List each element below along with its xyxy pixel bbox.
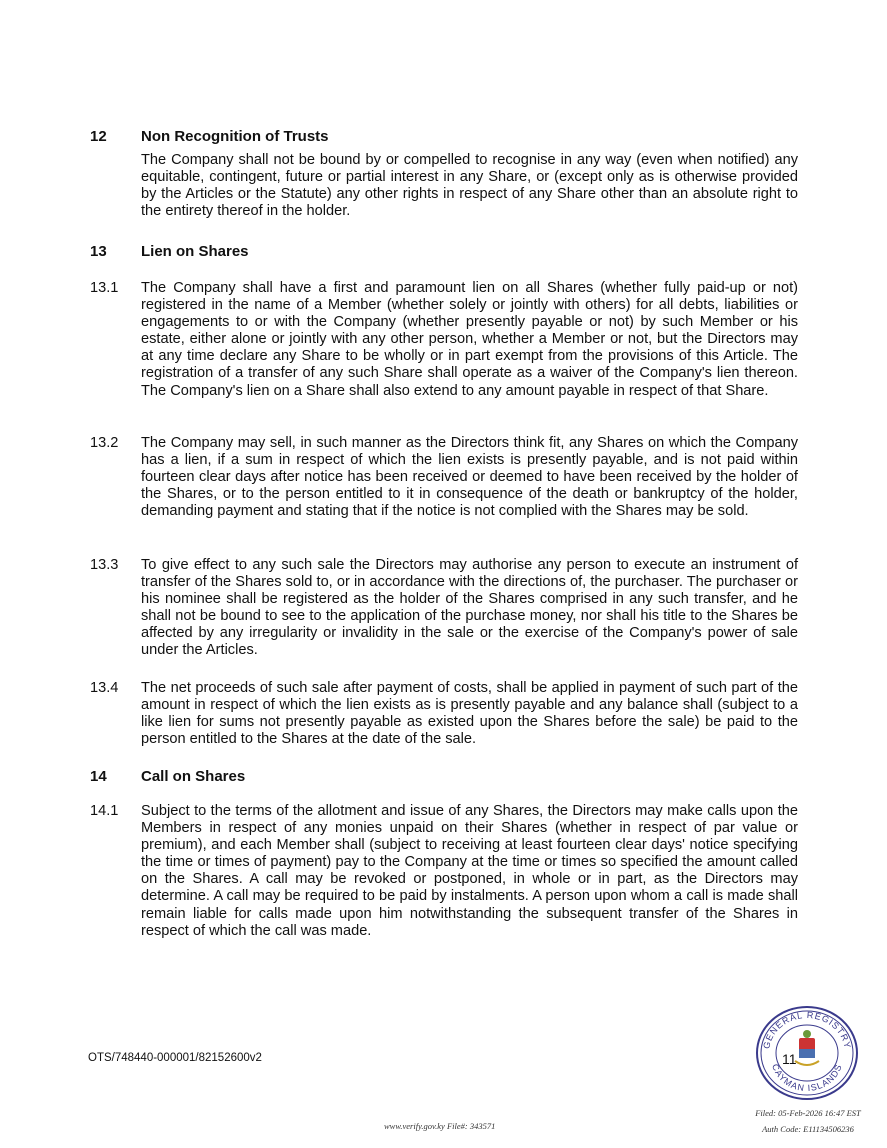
clause-13-4 [90,680,798,748]
filed-date: Filed: 05-Feb-2026 16:47 EST [755,1108,861,1118]
section-title: Call on Shares [141,768,246,785]
section-12-heading [90,128,798,145]
clause-number: 13.3 [90,557,119,573]
clause-text: The Company shall have a first and paramount lien on all Shares (whether fully paid-up or not) registered in the name of a Member (whether solely or jointly with others) for all debts, liabilities or engagements to or with the Company (whether presently payable or not) by such Member or his estate, either alone or jointly with any other person, whether a Member or not, but the Directors may at any time declare any Share to be wholly or in part exempt from the provisions of this Article. The registration of a transfer of any such Share shall operate as a waiver of the Company's lien thereon. The Company's lien on a Share shall also extend to any amount payable in respect of that Share. [141,280,798,399]
clause-number: 13.4 [90,680,119,696]
clause-text: Subject to the terms of the allotment and issue of any Shares, the Directors may make calls upon the Members in respect of any monies unpaid on their Shares (whether in respect of par value or premium), and each Member shall (subject to receiving at least fourteen clear days' notice specifying the time or times of payment) pay to the Company at the time or times so specified the amount called on the Shares. A call may be revoked or postponed, in whole or in part, as the Directors may determine. A call may be required to be paid by instalments. A person upon whom a call is made shall remain liable for calls made upon him notwithstanding the subsequent transfer of the Shares in respect of which the call was made. [141,803,798,939]
section-title: Lien on Shares [141,243,249,260]
general-registry-seal [755,1005,859,1101]
svg-text:GENERAL REGISTRY: GENERAL REGISTRY [761,1009,853,1050]
clause-text: The net proceeds of such sale after payment of costs, shall be applied in payment of such part of the amount in respect of which the lien exists as is presently payable and any balance shall (subject to a like lien for sums not presently payable as existed upon the Shares before the sale) be paid to the person entitled to the Shares at the date of the sale. [141,680,798,748]
verify-link: www.verify.gov.ky File#: 343571 [384,1121,496,1131]
auth-code: Auth Code: E11134506236 [762,1124,854,1134]
paragraph-text: The Company shall not be bound by or compelled to recognise in any way (even when notified) any equitable, contingent, future or partial interest in any Share, or (except only as is otherwise provided by the Articles or the Statute) any other rights in respect of any Share other than an absolute right to the entirety thereof in the holder. [141,152,798,220]
clause-number: 13.2 [90,435,119,451]
section-number: 12 [90,128,107,145]
clause-number: 14.1 [90,803,119,819]
section-title: Non Recognition of Trusts [141,128,329,145]
section-12-paragraph [90,152,798,220]
section-number: 14 [90,768,107,785]
clause-number: 13.1 [90,280,119,296]
svg-text:CAYMAN ISLANDS: CAYMAN ISLANDS [770,1062,844,1094]
clause-14-1 [90,803,798,940]
document-reference: OTS/748440-000001/82152600v2 [88,1052,262,1064]
section-number: 13 [90,243,107,260]
clause-13-2 [90,435,798,520]
clause-text: To give effect to any such sale the Directors may authorise any person to execute an instrument of transfer of the Shares sold to, or in accordance with the directions of, the purchaser. The purchaser or his nominee shall be registered as the holder of the Shares comprised in any such transfer, and he shall not be bound to see to the application of the purchase money, nor shall his title to the Shares be affected by any irregularity or invalidity in the sale or the exercise of the Company's power of sale under the Articles. [141,557,798,659]
clause-text: The Company may sell, in such manner as the Directors think fit, any Shares on which the Company has a lien, if a sum in respect of which the lien exists is presently payable, and is not paid within fourteen clear days after notice has been received or deemed to have been received by the holder of the Shares, or to the person entitled to it in consequence of the death or bankruptcy of the holder, demanding payment and stating that if the notice is not complied with the Shares may be sold. [141,435,798,520]
clause-13-1 [90,280,798,400]
clause-13-3 [90,557,798,660]
filing-info [748,1105,868,1137]
section-13-heading [90,243,798,260]
section-14-heading [90,768,798,785]
page-number: 11 [782,1051,797,1067]
